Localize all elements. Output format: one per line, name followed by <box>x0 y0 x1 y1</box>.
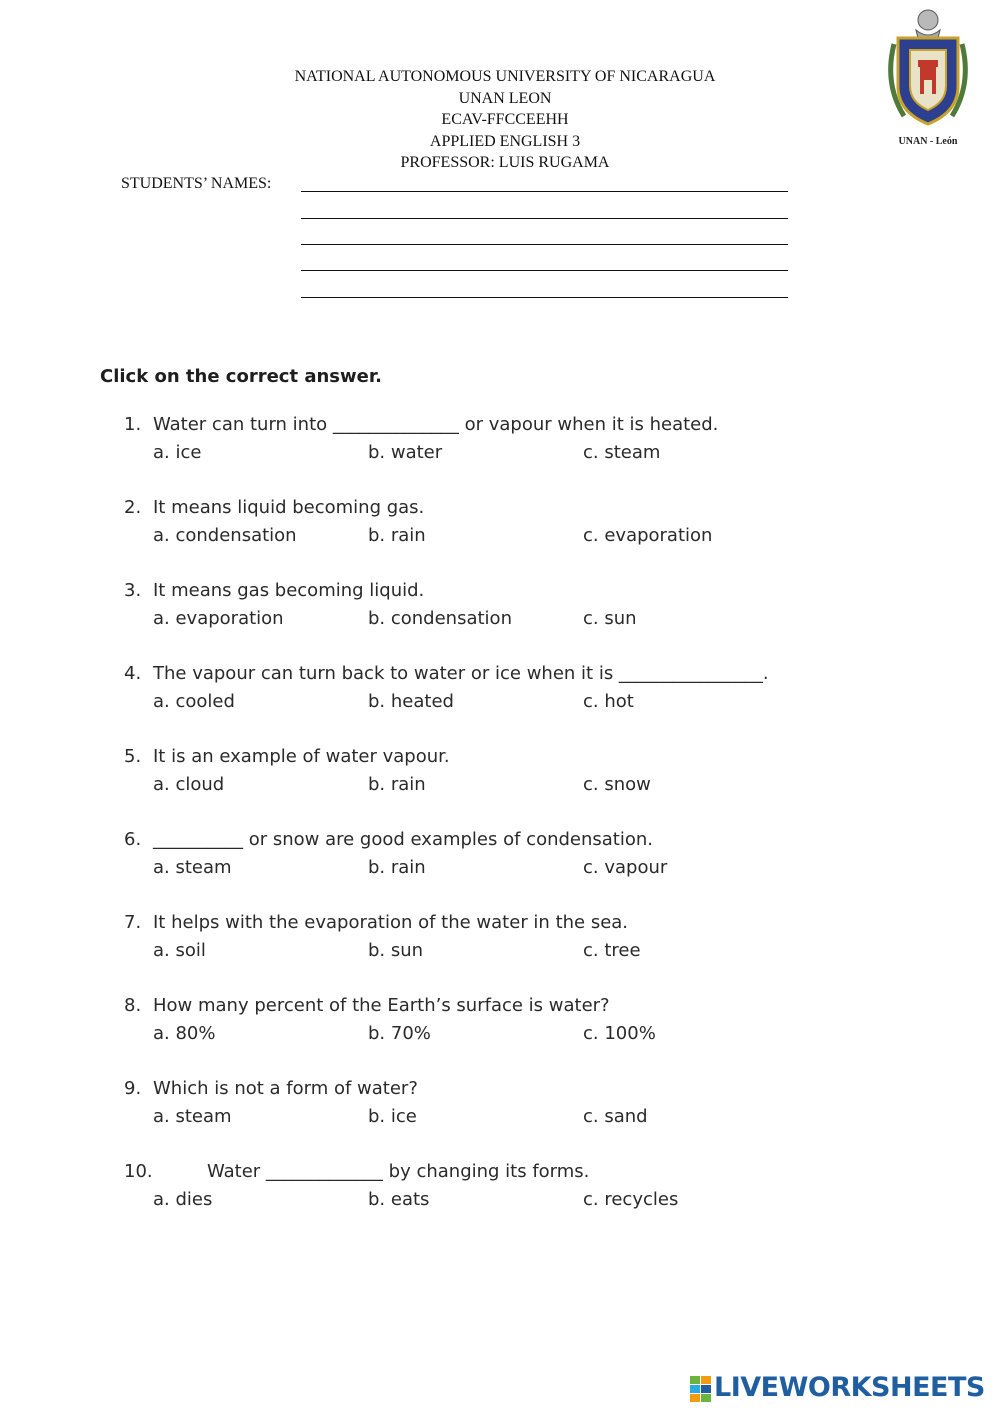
option-a[interactable]: a. ice <box>153 442 202 463</box>
university-name: NATIONAL AUTONOMOUS UNIVERSITY OF NICARAGUA <box>294 68 716 85</box>
question-2 <box>124 497 884 553</box>
option-c[interactable]: c. vapour <box>583 857 668 878</box>
header <box>220 66 790 174</box>
liveworksheets-wordmark: LIVEWORKSHEETS <box>714 1372 985 1403</box>
question-number: 3. <box>124 580 142 601</box>
option-b[interactable]: b. rain <box>368 774 426 795</box>
question-7 <box>124 912 884 968</box>
option-c[interactable]: c. 100% <box>583 1023 656 1044</box>
instruction-heading: Click on the correct answer. <box>100 366 382 387</box>
question-3 <box>124 580 884 636</box>
student-name-line[interactable] <box>301 191 788 192</box>
question-6 <box>124 829 884 885</box>
question-number: 8. <box>124 995 142 1016</box>
option-b[interactable]: b. rain <box>368 525 426 546</box>
student-name-line[interactable] <box>301 244 788 245</box>
option-b[interactable]: b. ice <box>368 1106 417 1127</box>
option-c[interactable]: c. snow <box>583 774 651 795</box>
question-5 <box>124 746 884 802</box>
question-number: 2. <box>124 497 142 518</box>
student-name-line[interactable] <box>301 270 788 271</box>
option-b[interactable]: b. water <box>368 442 443 463</box>
seal-caption: UNAN - León <box>898 136 958 147</box>
question-number: 4. <box>124 663 142 684</box>
question-number: 1. <box>124 414 142 435</box>
option-a[interactable]: a. soil <box>153 940 206 961</box>
option-a[interactable]: a. cloud <box>153 774 225 795</box>
option-a[interactable]: a. steam <box>153 1106 232 1127</box>
option-a[interactable]: a. condensation <box>153 525 297 546</box>
option-a[interactable]: a. cooled <box>153 691 235 712</box>
option-c[interactable]: c. steam <box>583 442 661 463</box>
question-number: 10. <box>124 1161 153 1182</box>
question-4 <box>124 663 884 719</box>
campus-name: UNAN LEON <box>458 89 552 107</box>
question-text: Water _____________ by changing its forms. <box>207 1161 590 1182</box>
question-8 <box>124 995 884 1051</box>
option-b[interactable]: b. eats <box>368 1189 430 1210</box>
question-number: 7. <box>124 912 142 933</box>
question-text: How many percent of the Earth’s surface is water? <box>153 995 610 1016</box>
question-9 <box>124 1078 884 1134</box>
faculty-code: ECAV-FFCCEEHH <box>441 111 569 128</box>
option-c[interactable]: c. sand <box>583 1106 648 1127</box>
question-text: It helps with the evaporation of the water in the sea. <box>153 912 629 933</box>
liveworksheets-logo-icon <box>690 1376 712 1402</box>
question-number: 6. <box>124 829 142 850</box>
option-c[interactable]: c. recycles <box>583 1189 679 1210</box>
students-names-label: STUDENTS’ NAMES: <box>121 175 272 192</box>
question-text: __________ or snow are good examples of condensation. <box>153 829 654 850</box>
question-text: Water can turn into ______________ or vapour when it is heated. <box>153 414 719 435</box>
option-a[interactable]: a. dies <box>153 1189 213 1210</box>
option-b[interactable]: b. sun <box>368 940 424 961</box>
question-text: Which is not a form of water? <box>153 1078 418 1099</box>
option-b[interactable]: b. 70% <box>368 1023 431 1044</box>
professor-name: PROFESSOR: LUIS RUGAMA <box>400 154 610 171</box>
option-b[interactable]: b. heated <box>368 691 454 712</box>
option-c[interactable]: c. evaporation <box>583 525 713 546</box>
option-a[interactable]: a. steam <box>153 857 232 878</box>
question-text: It is an example of water vapour. <box>153 746 450 767</box>
question-text: It means liquid becoming gas. <box>153 497 425 518</box>
option-b[interactable]: b. rain <box>368 857 426 878</box>
option-c[interactable]: c. tree <box>583 940 641 961</box>
option-a[interactable]: a. evaporation <box>153 608 284 629</box>
question-1 <box>124 414 884 470</box>
course-name: APPLIED ENGLISH 3 <box>429 132 581 150</box>
student-name-line[interactable] <box>301 297 788 298</box>
question-text: It means gas becoming liquid. <box>153 580 425 601</box>
university-seal-icon <box>880 4 976 154</box>
option-c[interactable]: c. hot <box>583 691 634 712</box>
question-10 <box>124 1161 884 1217</box>
question-number: 5. <box>124 746 142 767</box>
option-c[interactable]: c. sun <box>583 608 637 629</box>
question-number: 9. <box>124 1078 142 1099</box>
question-text: The vapour can turn back to water or ice when it is ________________. <box>153 663 769 684</box>
option-a[interactable]: a. 80% <box>153 1023 216 1044</box>
option-b[interactable]: b. condensation <box>368 608 512 629</box>
student-name-line[interactable] <box>301 218 788 219</box>
